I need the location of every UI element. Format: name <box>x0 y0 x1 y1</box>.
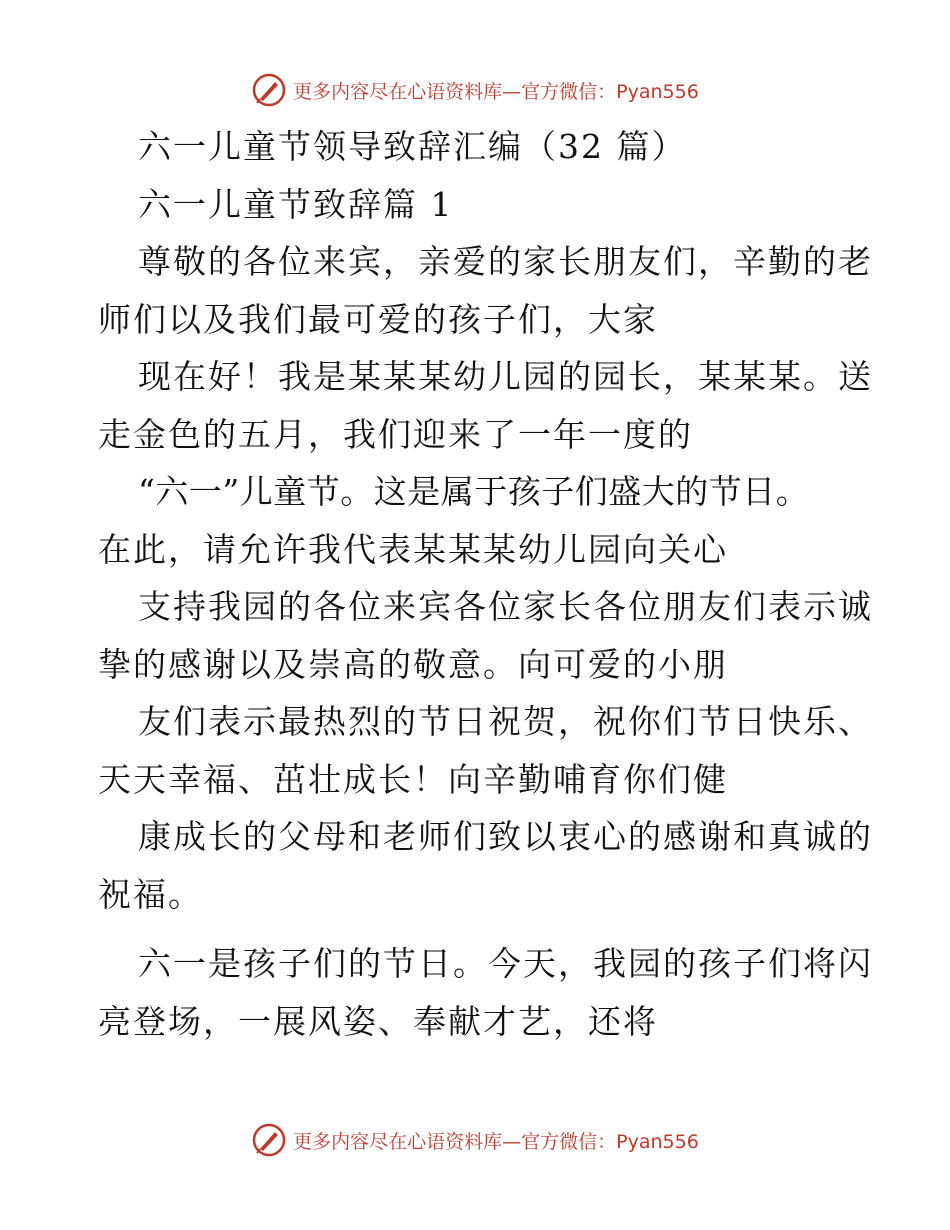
paragraph-gap <box>98 923 853 935</box>
paragraph-line: 友们表示最热烈的节日祝贺，祝你们节日快乐、 <box>138 702 873 741</box>
quill-logo-icon <box>251 1122 287 1158</box>
paragraph-line: 祝福。 <box>98 874 203 914</box>
footer-banner-text: 更多内容尽在心语资料库—官方微信：Pyan556 <box>293 1130 699 1153</box>
paragraph-line: 天天幸福、茁壮成长！向辛勤哺育你们健 <box>98 759 728 799</box>
document-title: 六一儿童节领导致辞汇编（32 篇） <box>138 127 687 166</box>
paragraph-line: 师们以及我们最可爱的孩子们，大家 <box>98 299 658 339</box>
paragraph-line: 亮登场，一展风姿、奉献才艺，还将 <box>98 1001 658 1041</box>
paragraph-line: 走金色的五月，我们迎来了一年一度的 <box>98 414 693 454</box>
paragraph-line: “六一”儿童节。这是属于孩子们盛大的节日。 <box>138 472 810 511</box>
paragraph-line: 在此，请允许我代表某某某幼儿园向关心 <box>98 529 728 569</box>
document-body <box>98 118 873 1050</box>
header-banner-text: 更多内容尽在心语资料库—官方微信：Pyan556 <box>293 80 699 103</box>
paragraph-line: 康成长的父母和老师们致以衷心的感谢和真诚的 <box>138 817 873 856</box>
paragraph-line: 尊敬的各位来宾，亲爱的家长朋友们，辛勤的老 <box>138 242 873 281</box>
section-heading: 六一儿童节致辞篇 1 <box>138 184 454 224</box>
quill-logo-icon <box>251 72 287 108</box>
paragraph-line: 挚的感谢以及崇高的敬意。向可爱的小朋 <box>98 644 728 684</box>
paragraph-line: 支持我园的各位来宾各位家长各位朋友们表示诚 <box>138 587 873 626</box>
paragraph-line: 现在好！我是某某某幼儿园的园长，某某某。送 <box>138 357 873 396</box>
footer-banner <box>0 1120 950 1160</box>
paragraph-line: 六一是孩子们的节日。今天，我园的孩子们将闪 <box>138 944 873 983</box>
header-banner <box>0 70 950 110</box>
